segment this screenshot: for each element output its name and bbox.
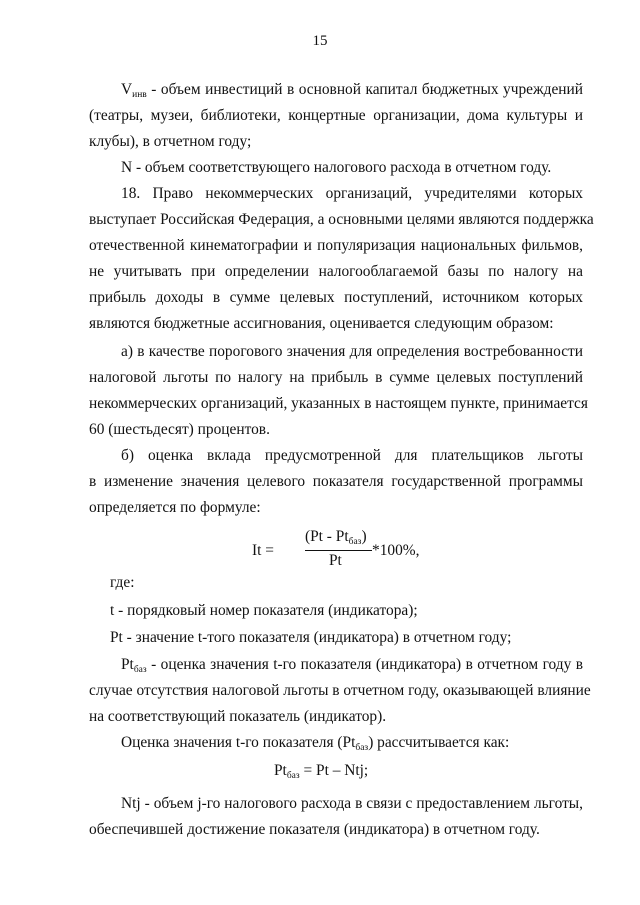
paragraph-line: отечественной кинематографии и популяризация национальных фильмов, [89, 237, 583, 254]
paragraph-line: прибыль доходы в сумме целевых поступлений, источником которых [89, 289, 583, 306]
paragraph-line: являются бюджетные ассигнования, оценивается следующим образом: [89, 315, 554, 332]
paragraph-line: Pt - значение t-того показателя (индикатора) в отчетном году; [110, 629, 512, 646]
paragraph-line: $V_{инв}$ - объем инвестиций в основной капитал бюджетных учреждений [121, 81, 583, 100]
paragraph-line: N - объем соответствующего налогового расхода в отчетном году. [121, 159, 552, 176]
paragraph-line: t - порядковый номер показателя (индикатора); [110, 602, 418, 619]
paragraph-line: некоммерческих организаций, указанных в настоящем пункте, принимается [89, 395, 588, 412]
paragraph-line: клубы), в отчетном году; [89, 133, 252, 150]
fraction-bar [305, 550, 372, 551]
paragraph-line: б) оценка вклада предусмотренной для плательщиков льготы [121, 447, 583, 464]
formula-numerator: $(Pt - Pt_{баз})$ [305, 528, 367, 547]
paragraph-line: налоговой льготы по налогу на прибыль в сумме целевых поступлений [89, 369, 583, 386]
paragraph-line: в изменение значения целевого показателя государственной программы [89, 473, 583, 490]
paragraph-line: случае отсутствия налоговой льготы в отчетном году, оказывающей влияние [89, 682, 591, 699]
paragraph-line: где: [110, 574, 135, 591]
page-number: 15 [312, 33, 328, 49]
paragraph-line: а) в качестве порогового значения для определения востребованности [121, 343, 583, 360]
paragraph-line: (театры, музеи, библиотеки, концертные организации, дома культуры и [89, 107, 583, 124]
paragraph-line: 18. Право некоммерческих организаций, учредителями которых [121, 185, 583, 202]
paragraph-line: не учитывать при определении налогооблагаемой базы по налогу на [89, 263, 583, 280]
paragraph-line: обеспечившей достижение показателя (индикатора) в отчетном году. [89, 821, 540, 838]
paragraph-line: определяется по формуле: [89, 499, 261, 516]
formula-lhs: It = [252, 542, 274, 559]
formula-ptbaz: $Pt_{баз} = Pt$ – Ntj; [274, 762, 369, 781]
formula-denominator: Pt [329, 552, 342, 569]
paragraph-line: на соответствующий показатель (индикатор). [89, 708, 387, 725]
paragraph-line: Оценка значения t-го показателя $(Pt_{баз})$ рассчитывается как: [121, 734, 510, 753]
formula-rhs: *100%, [372, 542, 420, 559]
paragraph-line: Ntj - объем j-го налогового расхода в связи с предоставлением льготы, [121, 795, 583, 812]
paragraph-line: выступает Российская Федерация, а основными целями являются поддержка [89, 211, 594, 228]
paragraph-line: 60 (шестьдесят) процентов. [89, 421, 270, 438]
paragraph-line: $Pt_{баз}$ - оценка значения t-го показателя (индикатора) в отчетном году в [121, 656, 583, 675]
